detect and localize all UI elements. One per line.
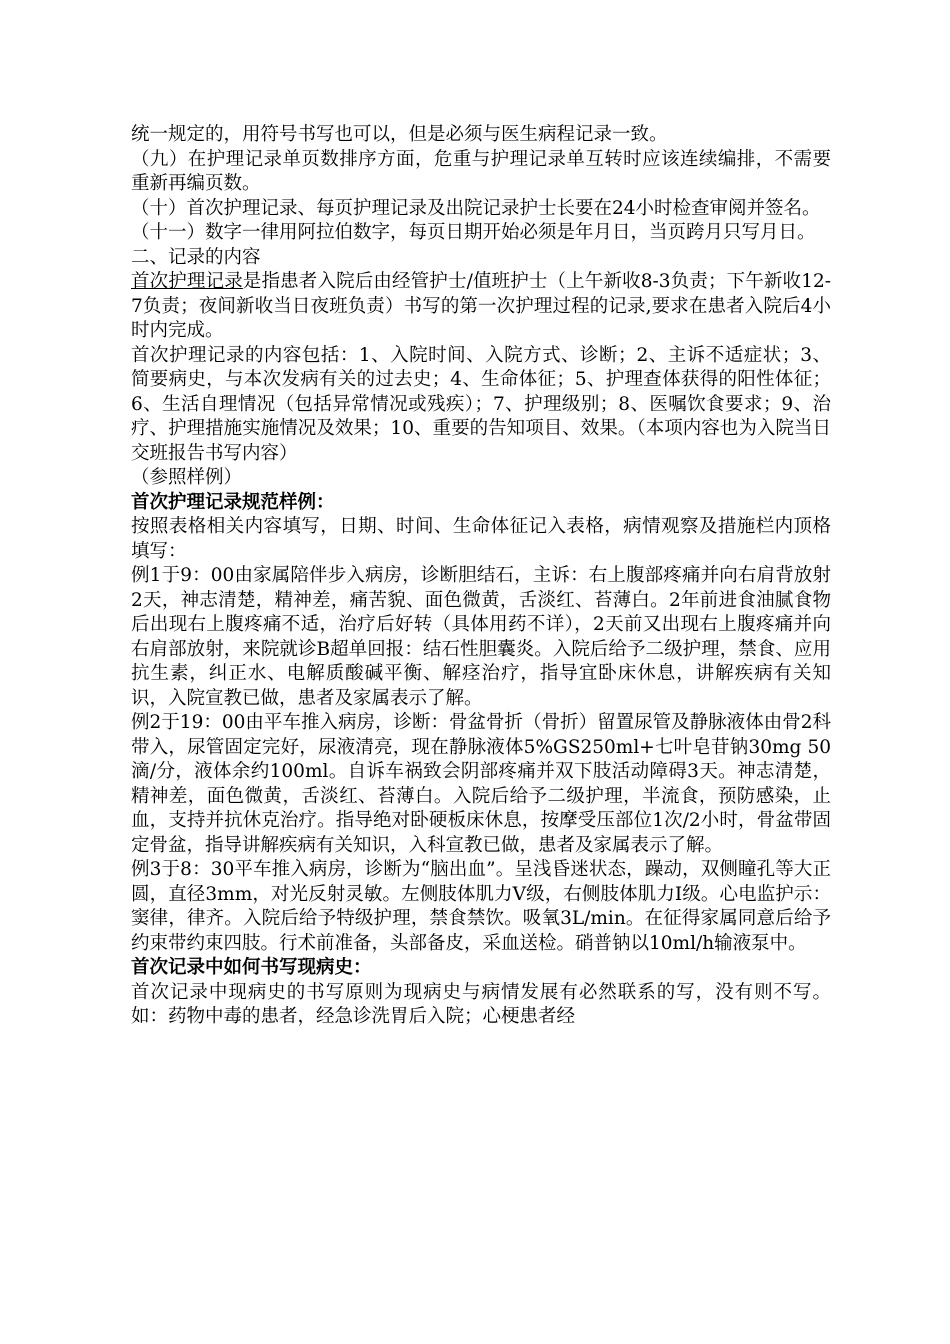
rule-paragraph: （十一）数字一律用阿拉伯数字，每页日期开始必须是年月日，当页跨月只写月日。 bbox=[131, 222, 816, 243]
section-heading: 二、记录的内容 bbox=[131, 246, 261, 268]
first-record-definition: 是指患者入院后由经管护士/值班护士（上午新收8-3负责；下午新收12-7负责；夜间新收当日夜班负责）书写的第一次护理过程的记录,要求在患者入院后4小时内完成。 bbox=[131, 271, 831, 341]
contents-paragraph: 首次护理记录的内容包括：1、入院时间、入院方式、诊断；2、主诉不适症状；3、简要病史，与本次发病有关的过去史；4、生命体征；5、护理查体获得的阳性体征；6、生活自理情况（包括异常情况或残疾）；7、护理级别；8、医嘱饮食要求；9、治疗、护理措施实施情况及效果；10、重要的告知项目、效果。（本项内容也为入院当日交班报告书写内容） bbox=[131, 344, 831, 464]
sample-intro: 按照表格相关内容填写，日期、时间、生命体征记入表格，病情观察及措施栏内顶格填写： bbox=[131, 516, 831, 562]
example-paragraph: 例2于19：00由平车推入病房，诊断：骨盆骨折（骨折）留置尿管及静脉液体由骨2科带入，尿管固定完好，尿液清亮，现在静脉液体5%GS250ml+七叶皂苷钠30mg 50滴/分，液体余约100ml。自诉车祸致会阴部疼痛并双下肢活动障碍3天。神志清楚，精神差，面色微黄，舌淡红、苔薄白。入院后给予二级护理，半流食，预防感染，止血，支持并抗休克治疗。指导绝对卧硬板床休息，按摩受压部位1次/2小时，骨盆带固定骨盆，指导讲解疾病有关知识，入科宣教已做，患者及家属表示了解。 bbox=[131, 712, 831, 856]
rule-paragraph: （九）在护理记录单页数排序方面，危重与护理记录单互转时应该连续编排，不需要重新再编页数。 bbox=[131, 148, 831, 194]
definition-paragraph bbox=[131, 270, 831, 344]
sample-heading: 首次护理记录规范样例： bbox=[131, 491, 335, 513]
example-paragraph: 例3于8：30平车推入病房，诊断为“脑出血”。呈浅昏迷状态，躁动，双侧瞳孔等大正圆，直径3mm，对光反射灵敏。左侧肢体肌力Ⅴ级，右侧肢体肌力Ⅰ级。心电监护示：窦律，律齐。入院后给予特级护理，禁食禁饮。吸氧3L/min。在征得家属同意后给予约束带约束四肢。行术前准备，头部备皮，采血送检。硝普钠以10ml/h输液泵中。 bbox=[131, 859, 831, 954]
history-paragraph: 首次记录中现病史的书写原则为现病史与病情发展有必然联系的写，没有则不写。如：药物中毒的患者，经急诊洗胃后入院；心梗患者经 bbox=[131, 981, 831, 1027]
rule-paragraph: 统一规定的，用符号书写也可以，但是必须与医生病程记录一致。 bbox=[131, 124, 668, 145]
reference-note: （参照样例） bbox=[131, 467, 243, 488]
first-record-term: 首次护理记录 bbox=[131, 271, 243, 292]
example-paragraph: 例1于9：00由家属陪伴步入病房，诊断胆结石，主诉：右上腹部疼痛并向右肩背放射2天，神志清楚，精神差，痛苦貌、面色微黄，舌淡红、苔薄白。2年前进食油腻食物后出现右上腹疼痛不适，治疗后好转（具体用药不详），2天前又出现右上腹疼痛并向右肩部放射，来院就诊B超单回报：结石性胆囊炎。入院后给予二级护理，禁食、应用抗生素，纠正水、电解质酸碱平衡、解痉治疗，指导宜卧床休息，讲解疾病有关知识，入院宣教已做，患者及家属表示了解。 bbox=[131, 565, 831, 709]
history-heading: 首次记录中如何书写现病史： bbox=[131, 957, 372, 978]
rule-paragraph: （十）首次护理记录、每页护理记录及出院记录护士长要在24小时检查审阅并签名。 bbox=[131, 197, 821, 219]
document-page bbox=[131, 123, 831, 1030]
